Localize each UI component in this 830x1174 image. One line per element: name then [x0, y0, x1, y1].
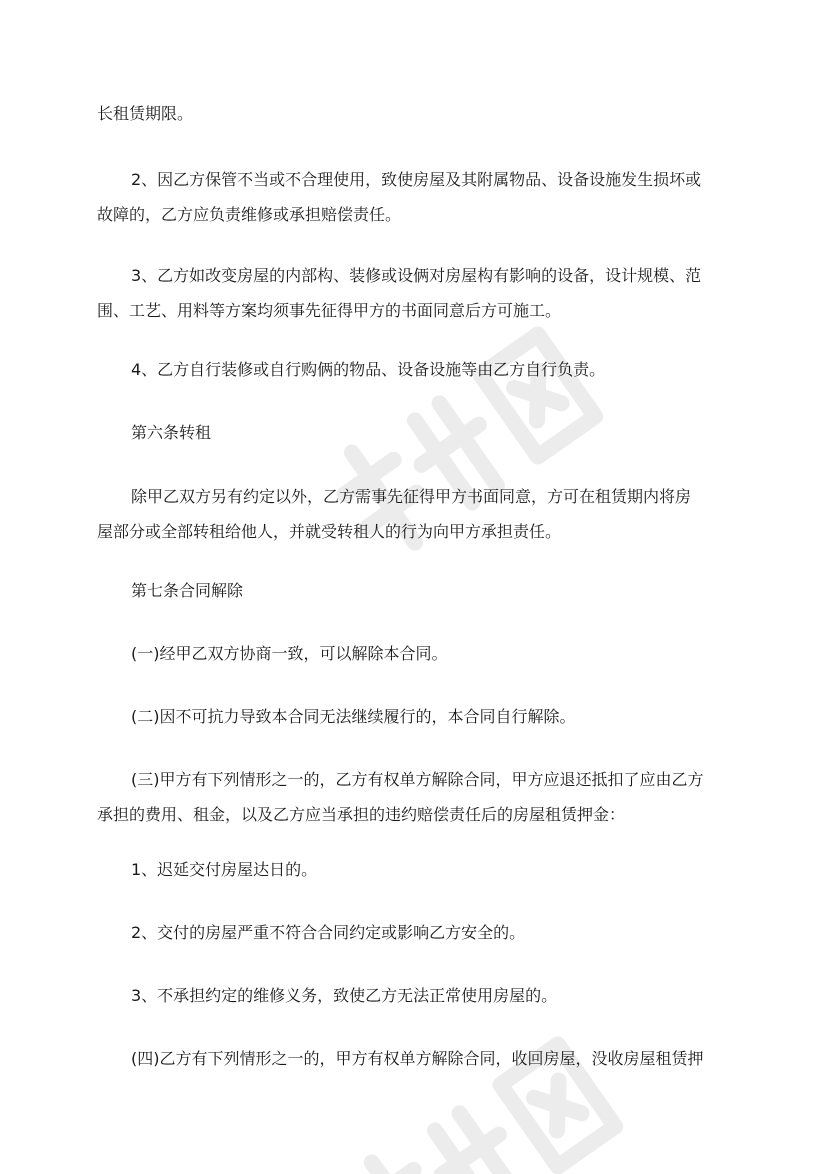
- paragraph-self-renovation: [97, 352, 737, 387]
- paragraph-line: 围、工艺、用料等方案均须事先征得甲方的书面同意后方可施工。: [97, 301, 562, 320]
- paragraph-line: 3、不承担约定的维修义务，致使乙方无法正常使用房屋的。: [131, 986, 558, 1005]
- paragraph-line: 4、乙方自行装修或自行购俩的物品、设备设施等由乙方自行负责。: [131, 360, 606, 379]
- paragraph-tenant-termination-rights: [97, 762, 737, 832]
- paragraph-line: 2、交付的房屋严重不符合合同约定或影响乙方安全的。: [131, 923, 526, 942]
- paragraph-line: 承担的费用、租金，以及乙方应当承担的违约赔偿责任后的房屋租赁押金：: [97, 805, 626, 824]
- paragraph-line: 长租赁期限。: [97, 104, 194, 123]
- paragraph-line: 除甲乙双方另有约定以外，乙方需事先征得甲方书面同意，方可在租赁期内将房: [131, 487, 692, 506]
- watermark-logo-bottom: [320, 1010, 640, 1174]
- paragraph-line: (四)乙方有下列情形之一的，甲方有权单方解除合同，收回房屋，没收房屋租赁押: [131, 1049, 704, 1068]
- paragraph-maintenance-failure: [97, 978, 737, 1013]
- paragraph-damage-liability: [97, 162, 737, 232]
- section-heading: 第七条合同解除: [131, 581, 244, 600]
- section-heading-termination: [97, 573, 737, 608]
- paragraph-line: 2、因乙方保管不当或不合理使用，致使房屋及其附属物品、设备设施发生损坏或: [131, 170, 702, 189]
- paragraph-sublease-terms: [97, 479, 737, 549]
- paragraph-line: 屋部分或全部转租给他人，并就受转租人的行为向甲方承担责任。: [97, 522, 562, 541]
- paragraph-force-majeure: [97, 699, 737, 734]
- paragraph-line: (一)经甲乙双方协商一致，可以解除本合同。: [131, 644, 448, 663]
- paragraph-line: 故障的，乙方应负责维修或承担赔偿责任。: [97, 205, 402, 224]
- paragraph-mutual-termination: [97, 636, 737, 671]
- paragraph-line: 1、迟延交付房屋达日的。: [131, 860, 318, 879]
- paragraph-line: 3、乙方如改变房屋的内部构、装修或设俩对房屋构有影响的设备，设计规模、范: [131, 266, 702, 285]
- watermark-logo: [300, 300, 620, 600]
- section-heading-sublease: [97, 415, 737, 450]
- section-heading: 第六条转租: [131, 423, 212, 442]
- paragraph-line: (三)甲方有下列情形之一的，乙方有权单方解除合同，甲方应退还抵扣了应由乙方: [131, 770, 704, 789]
- paragraph-lease-term-tail: [97, 96, 737, 131]
- paragraph-non-conforming-house: [97, 915, 737, 950]
- paragraph-delayed-delivery: [97, 852, 737, 887]
- paragraph-renovation-approval: [97, 258, 737, 328]
- paragraph-landlord-termination-rights: [97, 1041, 737, 1076]
- paragraph-line: (二)因不可抗力导致本合同无法继续履行的，本合同自行解除。: [131, 707, 576, 726]
